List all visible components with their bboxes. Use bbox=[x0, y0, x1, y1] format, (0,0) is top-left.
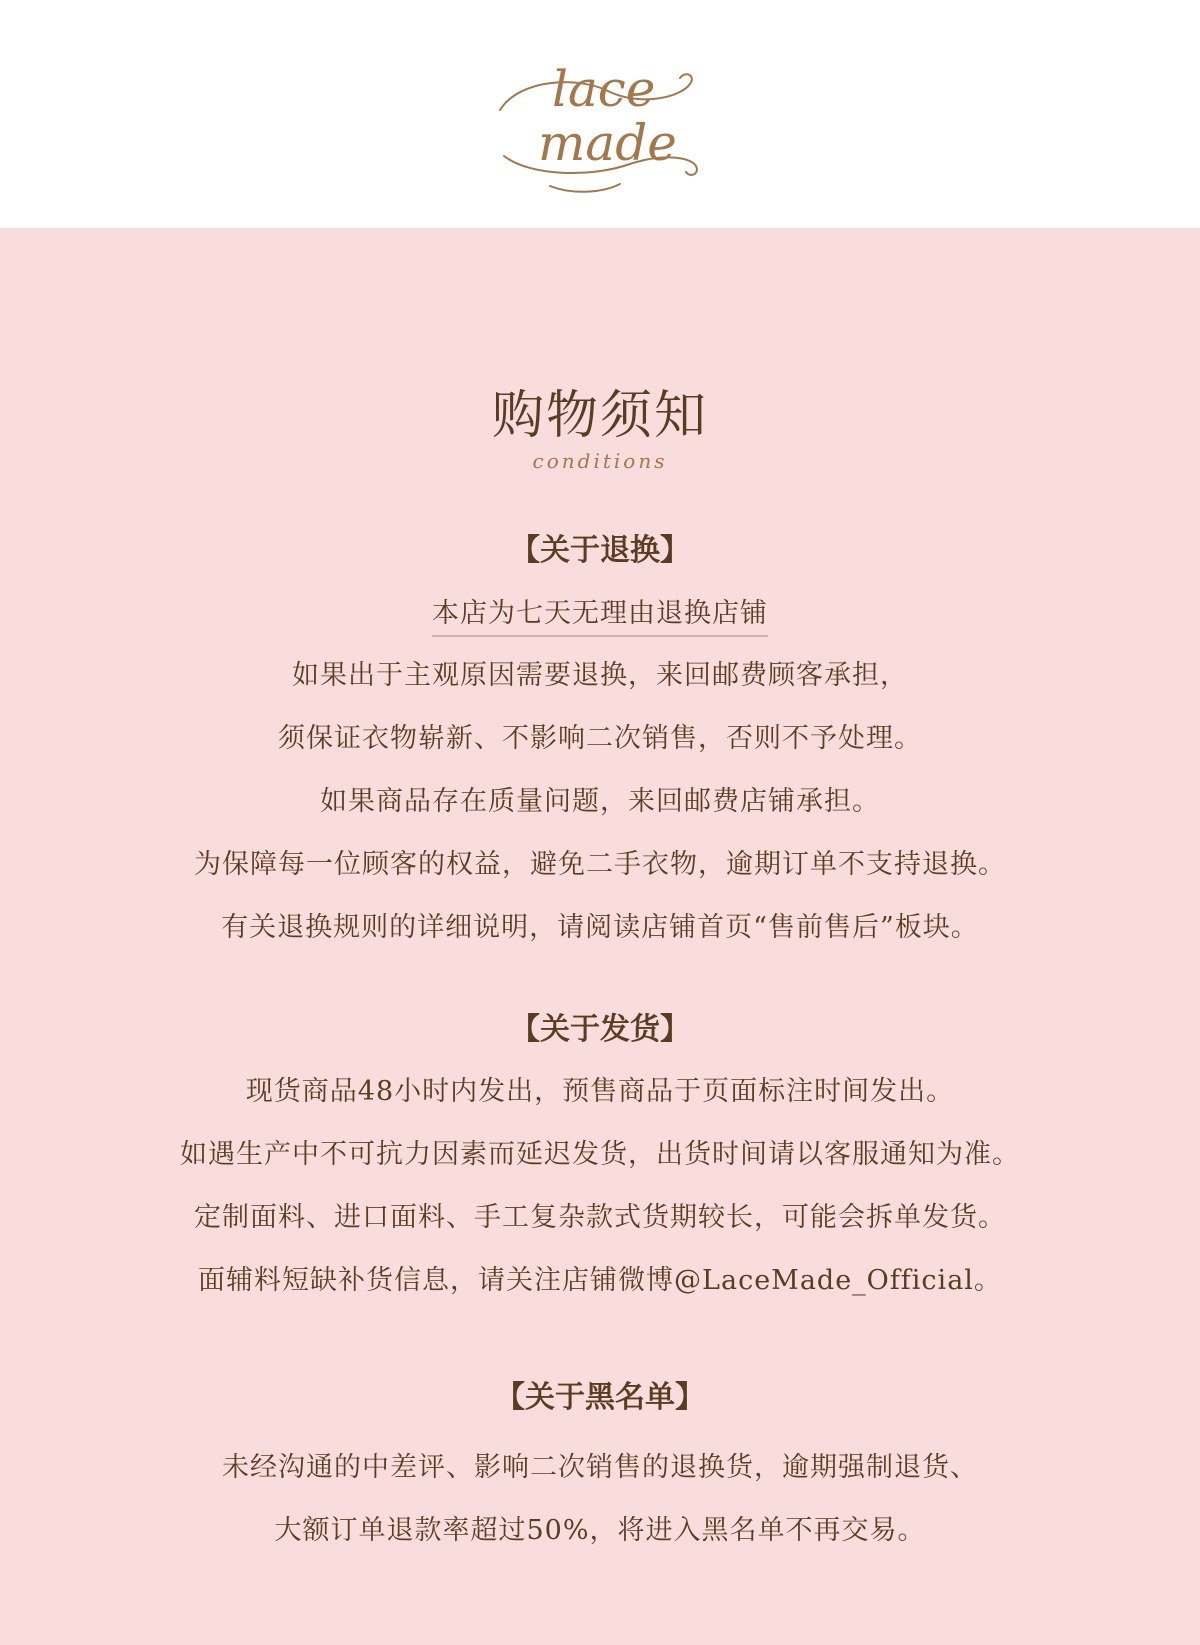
blacklist-line: 大额订单退款率超过50%，将进入黑名单不再交易。 bbox=[274, 1515, 926, 1546]
section-heading-shipping: 【关于发货】 bbox=[510, 1012, 690, 1047]
returns-policy-highlight bbox=[0, 600, 1200, 637]
page-subtitle bbox=[500, 450, 700, 476]
shipping-line: 定制面料、进口面料、手工复杂款式货期较长，可能会拆单发货。 bbox=[194, 1202, 1006, 1233]
returns-line: 须保证衣物崭新、不影响二次销售，否则不予处理。 bbox=[278, 723, 922, 754]
content-panel bbox=[0, 228, 1200, 1645]
shipping-line: 如遇生产中不可抗力因素而延迟发货，出货时间请以客服通知为准。 bbox=[180, 1139, 1020, 1170]
lacemade-logo bbox=[490, 48, 710, 198]
section-heading-returns: 【关于退换】 bbox=[510, 533, 690, 568]
page-title: 购物须知 bbox=[491, 386, 708, 446]
returns-policy-text: 本店为七天无理由退换店铺 bbox=[432, 600, 768, 637]
returns-line: 如果商品存在质量问题，来回邮费店铺承担。 bbox=[320, 786, 880, 817]
svg-text:conditions: conditions bbox=[532, 450, 668, 473]
returns-line: 有关退换规则的详细说明，请阅读店铺首页“售前售后”板块。 bbox=[221, 912, 979, 943]
returns-line: 为保障每一位顾客的权益，避免二手衣物，逾期订单不支持退换。 bbox=[194, 849, 1006, 880]
logo-text-made: made bbox=[538, 114, 677, 172]
blacklist-line: 未经沟通的中差评、影响二次销售的退换货，逾期强制退货、 bbox=[222, 1452, 978, 1483]
returns-line: 如果出于主观原因需要退换，来回邮费顾客承担， bbox=[292, 660, 908, 691]
shipping-line: 现货商品48小时内发出，预售商品于页面标注时间发出。 bbox=[245, 1076, 955, 1107]
logo-text-lace: lace bbox=[552, 60, 656, 118]
section-heading-blacklist: 【关于黑名单】 bbox=[495, 1380, 705, 1415]
shipping-line: 面辅料短缺补货信息，请关注店铺微博@LaceMade_Official。 bbox=[198, 1265, 1002, 1296]
header bbox=[0, 0, 1200, 228]
